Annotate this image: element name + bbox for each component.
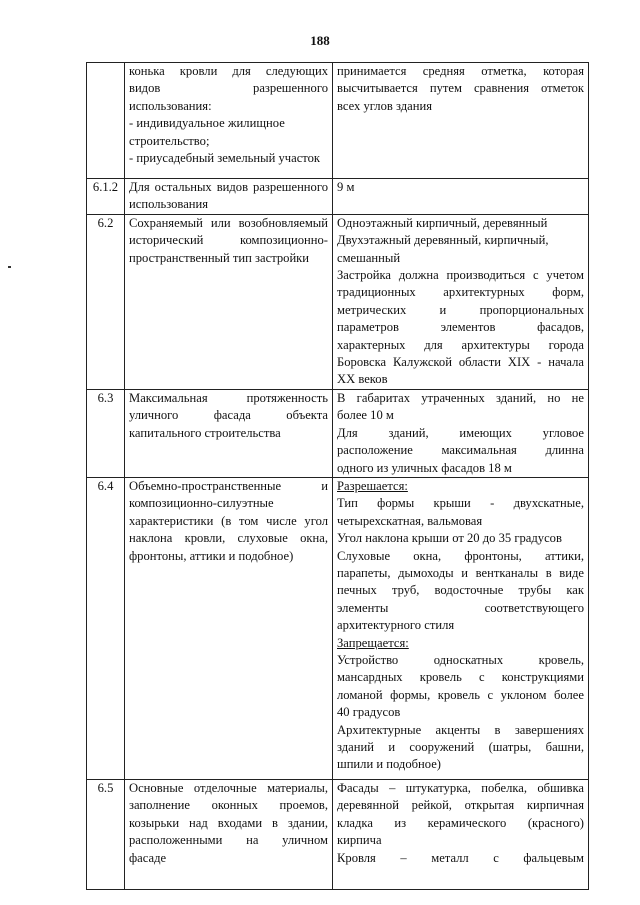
parameter-value-line: мансардных кровель с конструкциями: [337, 670, 584, 685]
parameter-name-line: козырьки над входами в здании,: [129, 815, 328, 830]
parameter-name-line: пространственный тип застройки: [129, 250, 310, 265]
table-row: [87, 779, 589, 889]
parameter-value-line: смешанный: [337, 250, 401, 265]
parameter-value-line: Устройство односкатных кровель,: [337, 652, 584, 667]
scan-artifact: [8, 266, 11, 268]
parameter-name-line: композиционно-силуэтные: [129, 496, 274, 511]
parameter-value: [333, 63, 589, 179]
row-number: [87, 63, 125, 179]
row-number: 6.5: [87, 779, 125, 889]
row-number: 6.1.2: [87, 179, 125, 215]
parameter-value-line: зданий и сооружений (шатры, башни,: [337, 740, 584, 754]
parameter-value-line: более 10 м: [337, 408, 394, 423]
parameter-value-line: метрических и пропорциональных: [337, 302, 584, 317]
table-row: [87, 389, 589, 477]
parameter-name-line: исторический композиционно-: [129, 233, 328, 248]
parameter-value-line: 9 м: [337, 180, 355, 194]
parameter-name: [125, 214, 333, 389]
parameter-name-line: - приусадебный земельный участок: [129, 151, 321, 166]
parameter-name-line: Максимальная протяженность: [129, 390, 328, 405]
parameter-name: [125, 389, 333, 477]
parameter-value-line: параметров элементов фасадов,: [337, 320, 584, 335]
parameter-value-line: расположение максимальная длинна: [337, 443, 584, 458]
parameter-name-line: заполнение оконных проемов,: [129, 798, 328, 813]
parameter-name-line: уличного фасада объекта: [129, 408, 328, 423]
parameter-name-line: наклона кровли, слуховые окна,: [129, 531, 328, 546]
parameter-value-line: Для зданий, имеющих угловое: [337, 425, 584, 440]
parameter-value-line: Архитектурные акценты в завершениях: [337, 722, 584, 737]
parameter-value-line: высчитывается путем сравнения отметок: [337, 81, 584, 96]
parameter-value-line: характерных для архитектуры города: [337, 337, 584, 352]
parameter-value-line: печных труб, водосточные трубы как: [337, 583, 584, 598]
parameter-value: [333, 477, 589, 779]
page-number: 188: [310, 33, 330, 48]
table-row: [87, 179, 589, 215]
parameter-value-line: Запрещается:: [337, 635, 409, 650]
parameter-value-line: Двухэтажный деревянный, кирпичный,: [337, 233, 549, 248]
parameter-value-line: Одноэтажный кирпичный, деревянный: [337, 215, 548, 230]
row-number: 6.4: [87, 477, 125, 779]
parameter-value-line: всех углов здания: [337, 98, 432, 113]
parameter-name: [125, 477, 333, 779]
parameter-name-line: Сохраняемый или возобновляемый: [129, 215, 328, 230]
table-row: [87, 477, 589, 779]
parameter-name-line: использования:: [129, 98, 212, 113]
parameter-value-line: принимается средняя отметка, которая: [337, 64, 584, 78]
parameter-name-line: - индивидуальное жилищное: [129, 116, 285, 131]
table-row: [87, 214, 589, 389]
parameter-name-line: Для остальных видов разрешенного: [129, 180, 328, 194]
parameter-value-line: четырехскатная, вальмовая: [337, 513, 483, 528]
parameter-value-line: Застройка должна производиться с учетом: [337, 268, 584, 283]
parameter-value-line: Кровля – металл с фальцевым: [337, 850, 584, 865]
parameter-value-line: элементы соответствующего: [337, 600, 584, 615]
parameter-value: [333, 389, 589, 477]
parameter-name-line: фасаде: [129, 850, 167, 865]
parameter-value-line: Боровска Калужской области XIX - начала: [337, 355, 584, 370]
parameter-value-line: шпили и подобное): [337, 757, 441, 772]
parameter-value-line: парапеты, дымоходы и вентканалы в виде: [337, 565, 584, 580]
parameter-value-line: одного из уличных фасадов 18 м: [337, 460, 512, 475]
parameter-name-line: расположенными на уличном: [129, 833, 328, 848]
parameter-value-line: Фасады – штукатурка, побелка, обшивка: [337, 780, 584, 795]
parameter-value-line: 40 градусов: [337, 705, 401, 720]
regulations-table: [86, 62, 589, 890]
parameter-value-line: кладка из керамического (красного): [337, 815, 584, 830]
parameter-name-line: конька кровли для следующих: [129, 64, 328, 78]
parameter-name-line: фронтоны, аттики и подобное): [129, 548, 294, 563]
parameter-name-line: Основные отделочные материалы,: [129, 780, 328, 795]
table-row: [87, 63, 589, 179]
row-number: 6.2: [87, 214, 125, 389]
row-number: 6.3: [87, 389, 125, 477]
parameter-value-line: кирпича: [337, 833, 382, 848]
parameter-value: [333, 179, 589, 215]
parameter-name-line: строительство;: [129, 133, 210, 148]
parameter-name-line: характеристики (в том числе угол: [129, 513, 328, 528]
parameter-value-line: Тип формы крыши - двухскатные,: [337, 496, 584, 511]
parameter-value-line: В габаритах утраченных зданий, но не: [337, 390, 584, 405]
parameter-value-line: XX веков: [337, 372, 388, 387]
parameter-name-line: капитального строительства: [129, 425, 281, 440]
parameter-value-line: деревянной рейкой, открытая кирпичная: [337, 798, 584, 813]
parameter-value-line: традиционных архитектурных форм,: [337, 285, 584, 300]
parameter-value-line: Разрешается:: [337, 478, 408, 493]
parameter-name-line: Объемно-пространственные и: [129, 478, 328, 493]
parameter-name: [125, 63, 333, 179]
parameter-name-line: видов разрешенного: [129, 81, 328, 96]
parameter-value-line: архитектурного стиля: [337, 618, 455, 633]
parameter-value: [333, 214, 589, 389]
parameter-name: [125, 779, 333, 889]
parameter-value: [333, 779, 589, 889]
parameter-value-line: Слуховые окна, фронтоны, аттики,: [337, 548, 584, 563]
parameter-name-line: использования: [129, 197, 209, 212]
parameter-name: [125, 179, 333, 215]
parameter-value-line: ломаной формы, кровель с уклоном более: [337, 687, 584, 702]
parameter-value-line: Угол наклона крыши от 20 до 35 градусов: [337, 531, 562, 546]
